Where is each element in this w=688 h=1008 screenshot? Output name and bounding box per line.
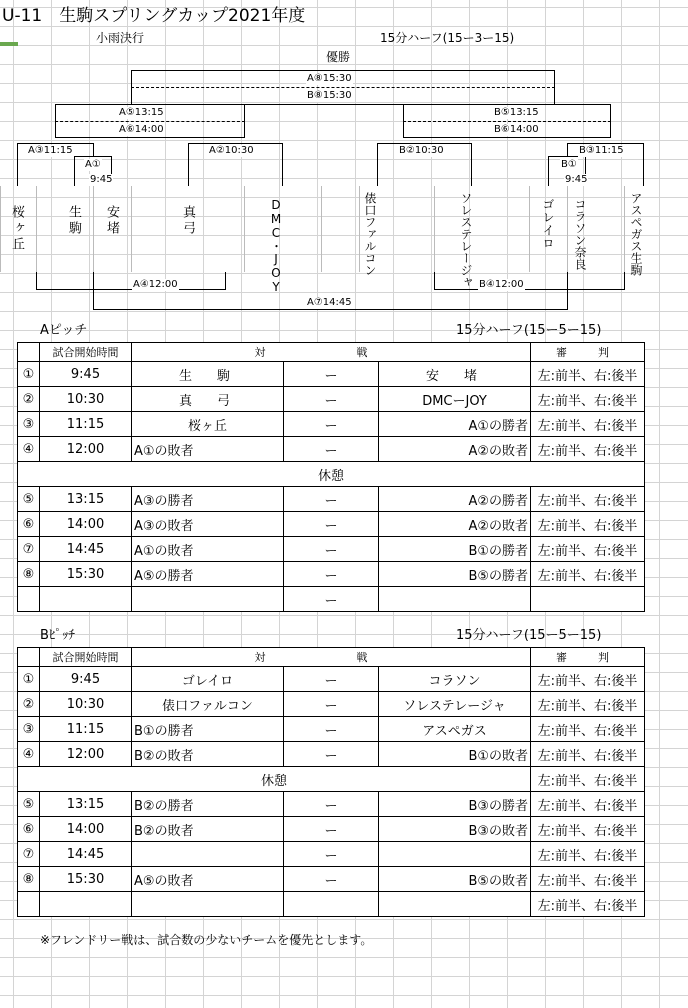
break-row: 休憩 左:前半、右:後半 bbox=[18, 767, 645, 792]
pitch-a-title: Aピッチ bbox=[40, 323, 88, 338]
pitch-a-schedule bbox=[17, 342, 645, 612]
header-match: 対 戦 bbox=[132, 343, 531, 362]
semi-left-2: A⑥14:00 bbox=[119, 124, 164, 135]
match-a4: A④12:00 bbox=[133, 279, 178, 290]
table-header bbox=[18, 343, 645, 362]
table-row: ④ 12:00 A①の敗者 ー A②の敗者 左:前半、右:後半 bbox=[18, 437, 645, 462]
table-row: 左:前半、右:後半 bbox=[18, 892, 645, 917]
table-row: ⑤ 13:15 B②の勝者 ー B③の勝者 左:前半、右:後半 bbox=[18, 792, 645, 817]
table-row: ① 9:45 生 駒 ー 安 堵 左:前半、右:後半 bbox=[18, 362, 645, 387]
match-a7: A⑦14:45 bbox=[307, 297, 352, 308]
header-time: 試合開始時間 bbox=[40, 343, 132, 362]
team-ando: 安堵 bbox=[104, 205, 119, 237]
table-row: ③ 11:15 B①の勝者 ー アスペガス 左:前半、右:後半 bbox=[18, 717, 645, 742]
pitch-b-schedule bbox=[17, 647, 645, 917]
footnote: ※フレンドリー戦は、試合数の少ないチームを優先とします。 bbox=[40, 933, 373, 947]
table-row: ⑦ 14:45 A①の敗者 ー B①の勝者 左:前半、右:後半 bbox=[18, 537, 645, 562]
match-a2: A②10:30 bbox=[209, 145, 254, 156]
table-row: ⑧ 15:30 A⑤の敗者 ー B⑤の敗者 左:前半、右:後半 bbox=[18, 867, 645, 892]
team-goleiro: ゴレイロ bbox=[541, 198, 555, 250]
match-b2: B②10:30 bbox=[399, 145, 444, 156]
final-slot-b: B⑧15:30 bbox=[307, 90, 352, 101]
team-sakuragaoka: 桜ヶ丘 bbox=[9, 205, 24, 253]
rain-note: 小雨決行 bbox=[96, 31, 145, 45]
table-row: ④ 12:00 B②の敗者 ー B①の敗者 左:前半、右:後半 bbox=[18, 742, 645, 767]
table-row: ⑦ 14:45 ー 左:前半、右:後半 bbox=[18, 842, 645, 867]
table-row: ー bbox=[18, 587, 645, 612]
selection-marker bbox=[0, 42, 18, 46]
header-match: 対 戦 bbox=[132, 648, 531, 667]
break-row: 休憩 bbox=[18, 462, 645, 487]
table-row: ⑤ 13:15 A③の勝者 ー A②の勝者 左:前半、右:後半 bbox=[18, 487, 645, 512]
semi-left-1: A⑤13:15 bbox=[119, 107, 164, 118]
table-row: ⑥ 14:00 B②の敗者 ー B③の敗者 左:前半、右:後半 bbox=[18, 817, 645, 842]
team-ikoma: 生駒 bbox=[66, 205, 81, 237]
pitch-b-title: Bﾋﾟｯﾁ bbox=[40, 628, 75, 643]
final-slot-a: A⑧15:30 bbox=[307, 73, 352, 84]
match-b3: B③11:15 bbox=[579, 145, 624, 156]
team-corazon-nara: コラソン奈良 bbox=[573, 198, 587, 270]
match-a3: A③11:15 bbox=[28, 145, 73, 156]
table-row: ③ 11:15 桜ヶ丘 ー A①の勝者 左:前半、右:後半 bbox=[18, 412, 645, 437]
final-label: 優勝 bbox=[326, 50, 351, 64]
header-time: 試合開始時間 bbox=[40, 648, 132, 667]
match-b1-time: 9:45 bbox=[565, 174, 588, 185]
match-a1-time: 9:45 bbox=[90, 174, 113, 185]
table-row: ② 10:30 俵口ファルコン ー ソレステレージャ 左:前半、右:後半 bbox=[18, 692, 645, 717]
pitch-b-format: 15分ハーフ(15ー5ー15) bbox=[456, 628, 602, 643]
table-row: ⑥ 14:00 A③の敗者 ー A②の敗者 左:前半、右:後半 bbox=[18, 512, 645, 537]
team-aspegas-ikoma: アスペガス生駒 bbox=[629, 192, 643, 276]
table-row: ② 10:30 真 弓 ー DMCーJOY 左:前半、右:後半 bbox=[18, 387, 645, 412]
match-b4: B④12:00 bbox=[479, 279, 524, 290]
format-note: 15分ハーフ(15ー3ー15) bbox=[380, 31, 515, 45]
match-b1: B① bbox=[561, 159, 577, 170]
team-dmc-joy: DMC・JOY bbox=[269, 198, 283, 294]
table-row: ⑧ 15:30 A⑤の勝者 ー B⑤の勝者 左:前半、右:後半 bbox=[18, 562, 645, 587]
table-header bbox=[18, 648, 645, 667]
team-tawaraguchi-falcon: 俵口ファルコン bbox=[363, 192, 377, 276]
pitch-a-format: 15分ハーフ(15ー5ー15) bbox=[456, 323, 602, 338]
page-title: U-11 生駒スプリングカップ2021年度 bbox=[2, 6, 306, 26]
team-sole-stellaggia: ソレステレージャ bbox=[459, 192, 473, 288]
match-a1: A① bbox=[85, 159, 101, 170]
header-ref: 審 判 bbox=[531, 343, 645, 362]
semi-right-2: B⑥14:00 bbox=[494, 124, 539, 135]
table-row: ① 9:45 ゴレイロ ー コラソン 左:前半、右:後半 bbox=[18, 667, 645, 692]
header-ref: 審 判 bbox=[531, 648, 645, 667]
semi-right-1: B⑤13:15 bbox=[494, 107, 539, 118]
team-mayumi: 真弓 bbox=[180, 205, 195, 237]
